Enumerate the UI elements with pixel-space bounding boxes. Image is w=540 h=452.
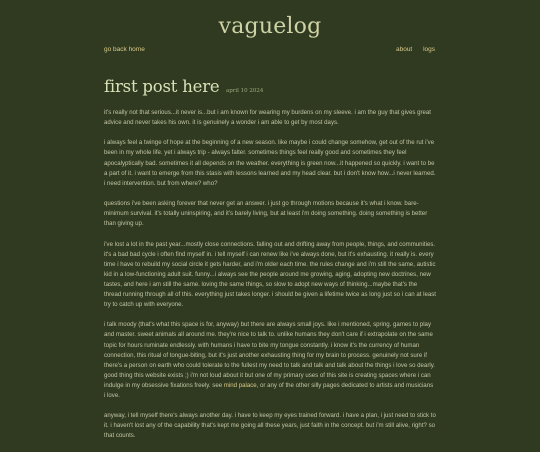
paragraph-4: i've lost a lot in the past year...mostly close connections. falling out and drifting away from people, things, and communities. it's a bad bad cycle i often find myself in. i tell myself i can renew like i've always done, but it's exhausting. it really is. every time i have to rebuild my social circle it gets harder, and i'm older each time. the rules change and i'm still the same, autistic kid in a low-functioning adult suit. funny...i always see the people around me growing, aging, adopting new doctrines, new tastes, and here i am still the same. loving the same things, so slow to adopt new ways of thinking...maybe that's the thread running through all of this. everything just takes longer. i should be given a lifetime twice as long just so i can at least try to catch up with everyone. [104, 240, 436, 309]
logs-link[interactable]: logs [423, 46, 435, 53]
post-title: first post here [104, 77, 220, 96]
about-link[interactable]: about [395, 46, 413, 53]
paragraph-2: i always feel a twinge of hope at the beginning of a new season. like maybe i could change somehow, get out of the rut i've been in my whole life. yet i always trip - always falter. sometimes things feel really good and sometimes they feel apocalyptically bad. sometimes it all depends on the weather. everything is green now...it happened so quickly. i want to be a part of it. i want to emerge from this stasis with lessons learned and my head clear. but i don't know how...i never learned. i need intervention. but from where? who? [104, 139, 436, 187]
paragraph-5 [104, 320, 436, 401]
mind-palace-link[interactable]: mind palace [223, 381, 257, 389]
nav-left [104, 46, 145, 53]
site-title: vaguelog [218, 14, 322, 39]
paragraph-6: anyway, i tell myself there's always another day. i have to keep my eyes trained forward. i have a plan, i just need to stick to it. i haven't lost any of the capability that's kept me going all these years, just faith in the concept. but i'm still alive, right? so that counts. [104, 412, 436, 440]
post-date: april 10 2024 [225, 88, 264, 94]
paragraph-5-before: i talk moody (that's what this space is for, anyway) but there are always small joys. like i mentioned, spring. games to play and master. sweet animals all around me. they're nice to talk to. unlike humans they don't care if i extrapolate on the same topic for hours ruminate endlessly. with humans i have to bite my tongue constantly. i know it's the currency of human connection, this ritual of tongue-biting, but it's just another exhausting thing for my brain to process. genuinely not sure if there's a person on earth who could tolerate to the fullest my need to talk and talk and talk about the things i love so dearly. good thing this website exists ;) i'm not loud about it but one of my primary uses of this site is creating spaces where i can indulge in my obsessive fixations freely. see [104, 321, 435, 389]
paragraph-5-after: , or any of the other silly pages dedicated to artists and musicians i love. [104, 381, 434, 399]
paragraph-1: it's really not that serious...it never is...but i am known for wearing my burdens on my sleeve. i am the guy that gives great advice and never takes his own. it is genuinely a wonder i am able to get by most days. [104, 109, 431, 127]
post-content [104, 108, 436, 452]
nav-right [387, 46, 435, 53]
paragraph-3: questions i've been asking forever that never get an answer. i just go through motions because it's what i know. bare-minimum survival. it's totally uninspiring, and it's barely living, but at least i'm doing something. doing something is better than giving up. [104, 200, 428, 228]
post-header [104, 77, 263, 97]
go-back-home-link[interactable]: go back home [104, 46, 145, 53]
